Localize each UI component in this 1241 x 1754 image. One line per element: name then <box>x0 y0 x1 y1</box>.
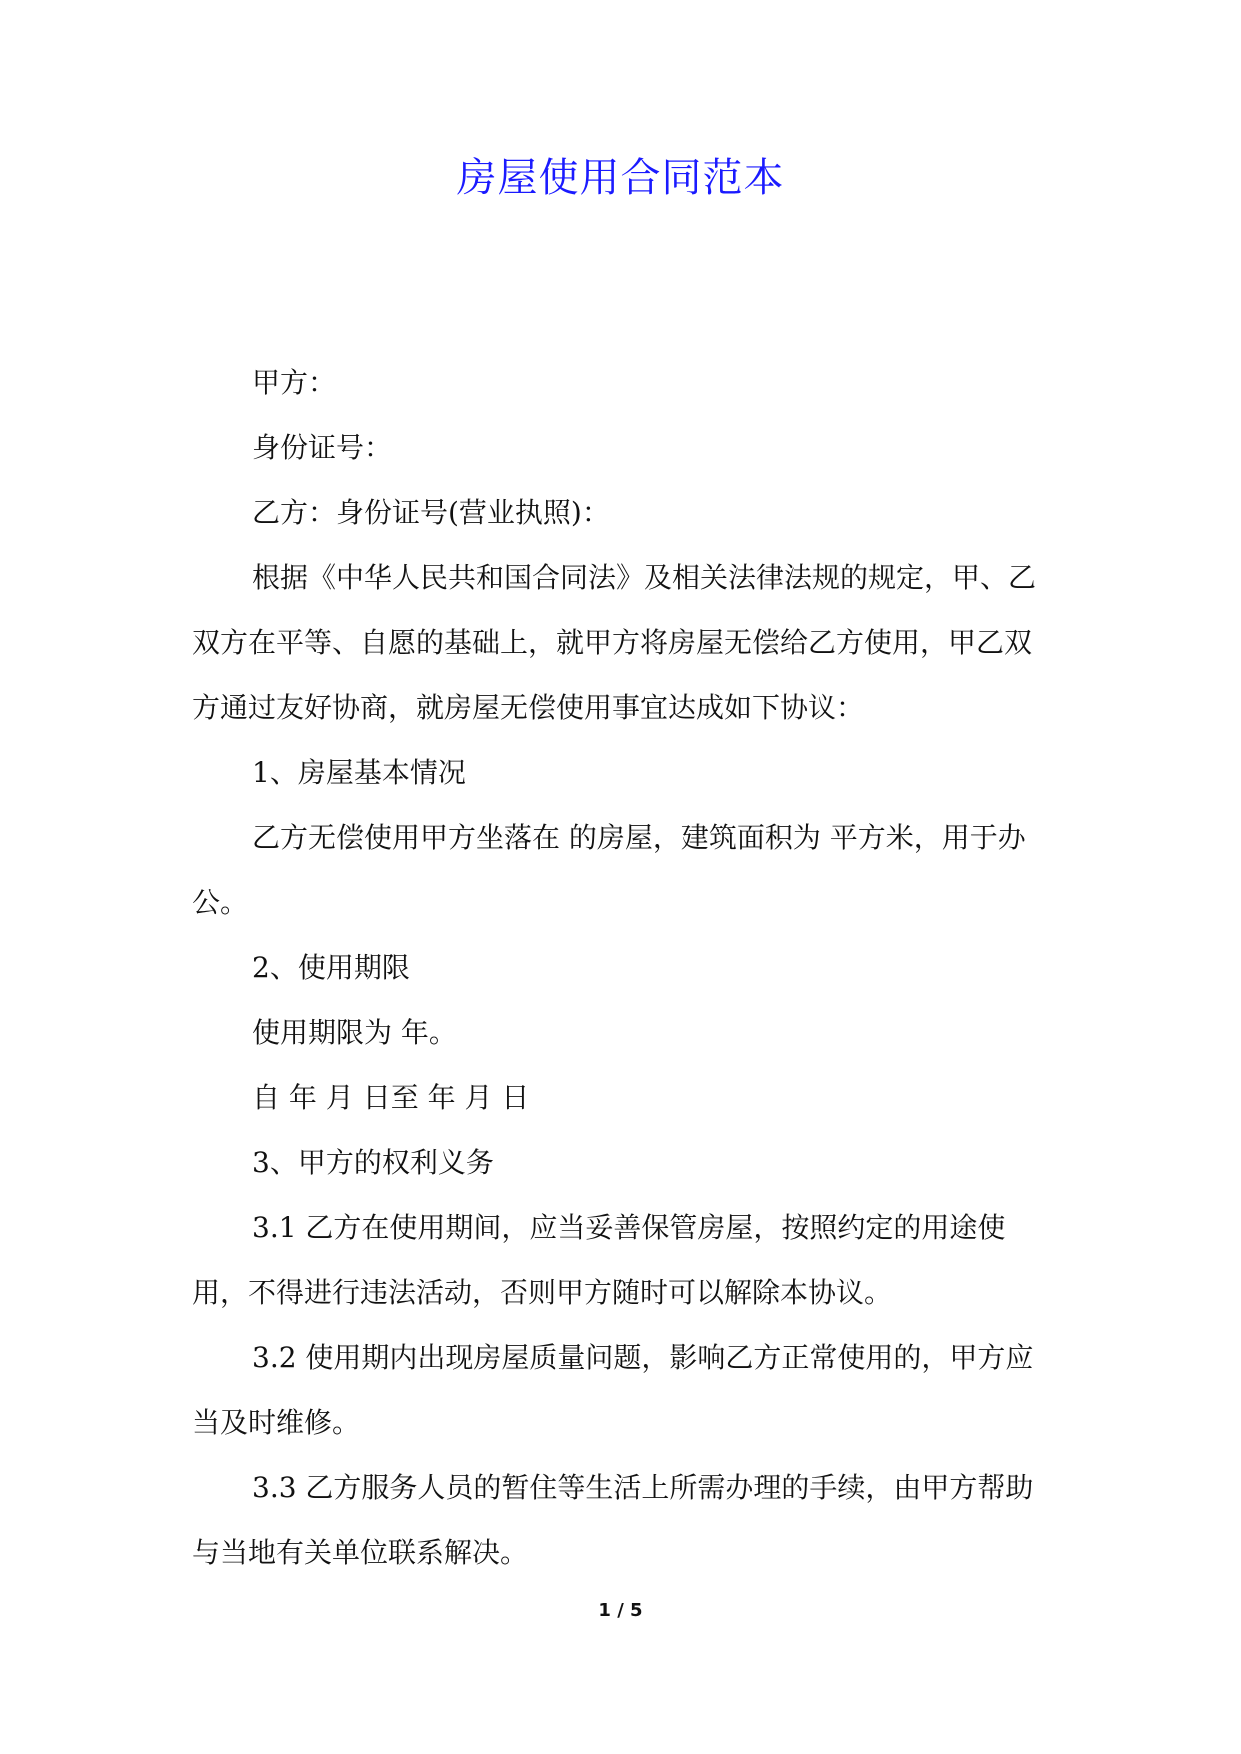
section-heading: 3、甲方的权利义务 <box>252 1146 494 1179</box>
paragraph: 根据《中华人民共和国合同法》及相关法律法规的规定，甲、乙双方在平等、自愿的基础上，就甲方将房屋无偿给乙方使用，甲乙双方通过友好协商，就房屋无偿使用事宜达成如下协议： <box>192 561 1037 724</box>
section-heading: 2、使用期限 <box>252 951 410 984</box>
paragraph: 3.1 乙方在使用期间，应当妥善保管房屋，按照约定的用途使用，不得进行违法活动，否则甲方随时可以解除本协议。 <box>192 1211 1006 1309</box>
paragraph: 自 年 月 日至 年 月 日 <box>252 1081 530 1114</box>
paragraph: 使用期限为 年。 <box>252 1016 457 1049</box>
section-heading: 1、房屋基本情况 <box>252 756 466 789</box>
document-body <box>192 350 1058 1585</box>
paragraph: 乙方：身份证号(营业执照)： <box>252 496 610 529</box>
document-title: 房屋使用合同范本 <box>456 155 785 201</box>
paragraph: 甲方： <box>252 366 337 399</box>
paragraph: 3.3 乙方服务人员的暂住等生活上所需办理的手续，由甲方帮助与当地有关单位联系解决。 <box>192 1471 1034 1569</box>
page-indicator: 1 / 5 <box>598 1600 643 1621</box>
paragraph: 3.2 使用期内出现房屋质量问题，影响乙方正常使用的，甲方应当及时维修。 <box>192 1341 1034 1439</box>
paragraph: 身份证号： <box>252 431 393 464</box>
paragraph: 乙方无偿使用甲方坐落在 的房屋，建筑面积为 平方米，用于办公。 <box>192 821 1026 919</box>
